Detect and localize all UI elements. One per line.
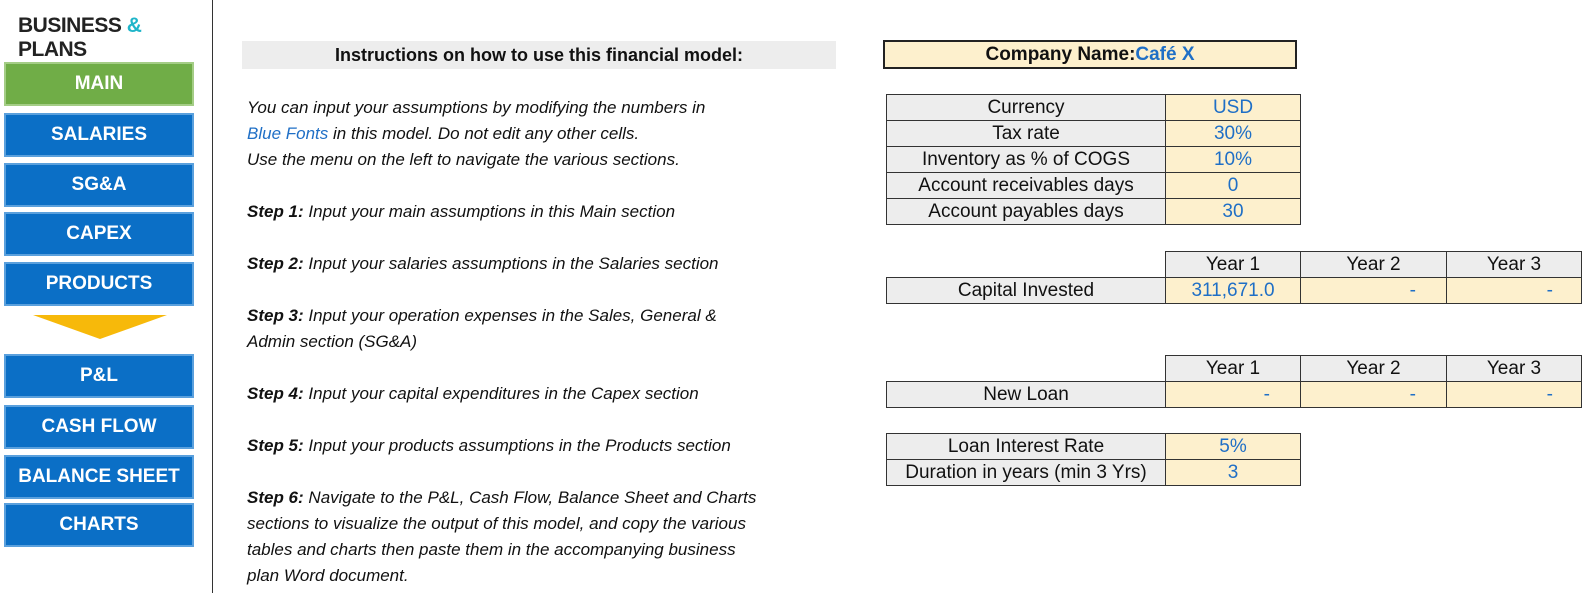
nav-balance-sheet-button[interactable]: BALANCE SHEET xyxy=(4,455,194,499)
logo: BUSINESS & PLANS xyxy=(18,14,142,61)
nav-products-button[interactable]: PRODUCTS xyxy=(4,262,194,306)
year-header: Year 3 xyxy=(1446,355,1582,382)
assumption-label: Currency xyxy=(886,94,1166,121)
payables-days-input[interactable]: 30 xyxy=(1165,198,1301,225)
nav-pl-button[interactable]: P&L xyxy=(4,354,194,398)
step-6: Step 6: Navigate to the P&L, Cash Flow, Balance Sheet and Charts xyxy=(247,488,757,507)
capital-invested-label: Capital Invested xyxy=(886,277,1166,304)
loan-interest-label: Loan Interest Rate xyxy=(886,433,1166,460)
receivables-days-input[interactable]: 0 xyxy=(1165,172,1301,199)
step-3: Step 3: Input your operation expenses in the Sales, General & xyxy=(247,306,717,325)
instructions-heading: Instructions on how to use this financial model: xyxy=(242,41,836,69)
step-3-cont: Admin section (SG&A) xyxy=(247,332,418,351)
capital-year2-input[interactable]: - xyxy=(1300,277,1447,304)
step-1: Step 1: Input your main assumptions in this Main section xyxy=(247,202,676,221)
loan-duration-label: Duration in years (min 3 Yrs) xyxy=(886,459,1166,486)
year-header: Year 2 xyxy=(1300,355,1447,382)
tax-rate-input[interactable]: 30% xyxy=(1165,120,1301,147)
down-arrow-icon xyxy=(33,315,167,339)
assumption-label: Account receivables days xyxy=(886,172,1166,199)
instructions-intro-line3: Use the menu on the left to navigate the various sections. xyxy=(247,150,680,169)
step-6-cont1: sections to visualize the output of this model, and copy the various xyxy=(247,514,746,533)
company-name-field[interactable]: Company Name: Café X xyxy=(883,40,1297,69)
assumption-label: Tax rate xyxy=(886,120,1166,147)
year-header: Year 3 xyxy=(1446,251,1582,278)
assumption-label: Inventory as % of COGS xyxy=(886,146,1166,173)
assumption-label: Account payables days xyxy=(886,198,1166,225)
instructions-intro-line2: Blue Fonts in this model. Do not edit any other cells. xyxy=(247,124,640,143)
nav-salaries-button[interactable]: SALARIES xyxy=(4,113,194,157)
year-header: Year 1 xyxy=(1165,251,1301,278)
sidebar xyxy=(0,0,213,593)
step-6-cont3: plan Word document. xyxy=(247,566,409,585)
new-loan-label: New Loan xyxy=(886,381,1166,408)
nav-main-button[interactable]: MAIN xyxy=(4,62,194,106)
year-header: Year 1 xyxy=(1165,355,1301,382)
nav-cashflow-button[interactable]: CASH FLOW xyxy=(4,405,194,449)
nav-capex-button[interactable]: CAPEX xyxy=(4,212,194,256)
step-6-cont2: tables and charts then paste them in the accompanying business xyxy=(247,540,736,559)
step-4: Step 4: Input your capital expenditures in the Capex section xyxy=(247,384,699,403)
loan-interest-input[interactable]: 5% xyxy=(1165,433,1301,460)
instructions-intro-line1: You can input your assumptions by modifying the numbers in xyxy=(247,98,706,117)
loan-duration-input[interactable]: 3 xyxy=(1165,459,1301,486)
year-header: Year 2 xyxy=(1300,251,1447,278)
step-2: Step 2: Input your salaries assumptions in the Salaries section xyxy=(247,254,719,273)
inventory-input[interactable]: 10% xyxy=(1165,146,1301,173)
step-5: Step 5: Input your products assumptions in the Products section xyxy=(247,436,731,455)
loan-year2-input[interactable]: - xyxy=(1300,381,1447,408)
capital-year1-input[interactable]: 311,671.0 xyxy=(1165,277,1301,304)
loan-year3-input[interactable]: - xyxy=(1446,381,1582,408)
loan-year1-input[interactable]: - xyxy=(1165,381,1301,408)
nav-sga-button[interactable]: SG&A xyxy=(4,163,194,207)
capital-year3-input[interactable]: - xyxy=(1446,277,1582,304)
currency-input[interactable]: USD xyxy=(1165,94,1301,121)
nav-charts-button[interactable]: CHARTS xyxy=(4,503,194,547)
